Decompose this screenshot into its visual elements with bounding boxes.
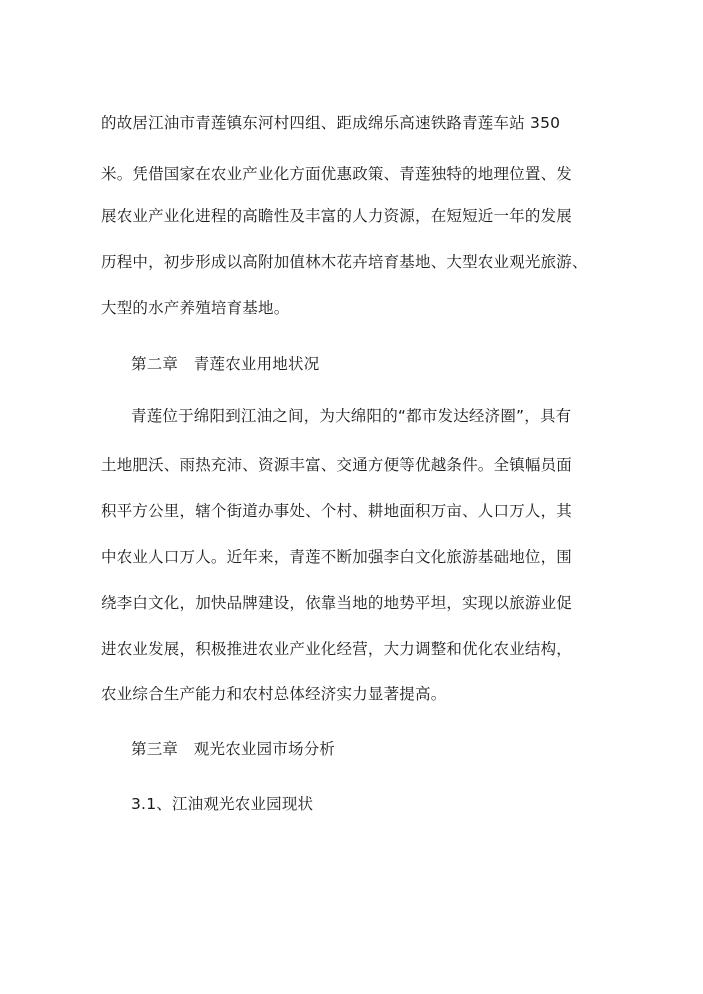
section-3-1-heading: 3.1、江油观光农业园现状 <box>131 795 314 813</box>
paragraph-2-line-6: 进农业发展，积极推进农业产业化经营，大力调整和优化农业结构， <box>101 640 573 658</box>
paragraph-1-line-1: 的故居江油市青莲镇东河村四组、距成绵乐高速铁路青莲车站 350 <box>101 114 561 132</box>
paragraph-1-line-3: 展农业产业化进程的高瞻性及丰富的人力资源，在短短近一年的发展 <box>101 207 573 225</box>
chapter-2-heading: 第二章 青莲农业用地状况 <box>131 355 320 373</box>
paragraph-2-line-7: 农业综合生产能力和农村总体经济实力显著提高。 <box>101 685 447 703</box>
paragraph-1-line-2: 米。凭借国家在农业产业化方面优惠政策、青莲独特的地理位置、发 <box>101 165 573 183</box>
paragraph-2-line-3: 积平方公里，辖个街道办事处、个村、耕地面积万亩、人口万人，其 <box>101 502 573 520</box>
chapter-3-heading: 第三章 观光农业园市场分析 <box>131 740 336 758</box>
paragraph-2-line-2: 土地肥沃、雨热充沛、资源丰富、交通方便等优越条件。全镇幅员面 <box>101 456 573 474</box>
paragraph-2-line-1: 青莲位于绵阳到江油之间，为大绵阳的“都市发达经济圈”，具有 <box>131 407 572 425</box>
paragraph-2-line-5: 绕李白文化，加快品牌建设，依靠当地的地势平坦，实现以旅游业促 <box>101 594 573 612</box>
paragraph-2-line-4: 中农业人口万人。近年来，青莲不断加强李白文化旅游基础地位，围 <box>101 548 573 566</box>
paragraph-1-line-4: 历程中，初步形成以高附加值林木花卉培育基地、大型农业观光旅游、 <box>101 253 588 271</box>
paragraph-1-line-5: 大型的水产养殖培育基地。 <box>101 299 290 317</box>
